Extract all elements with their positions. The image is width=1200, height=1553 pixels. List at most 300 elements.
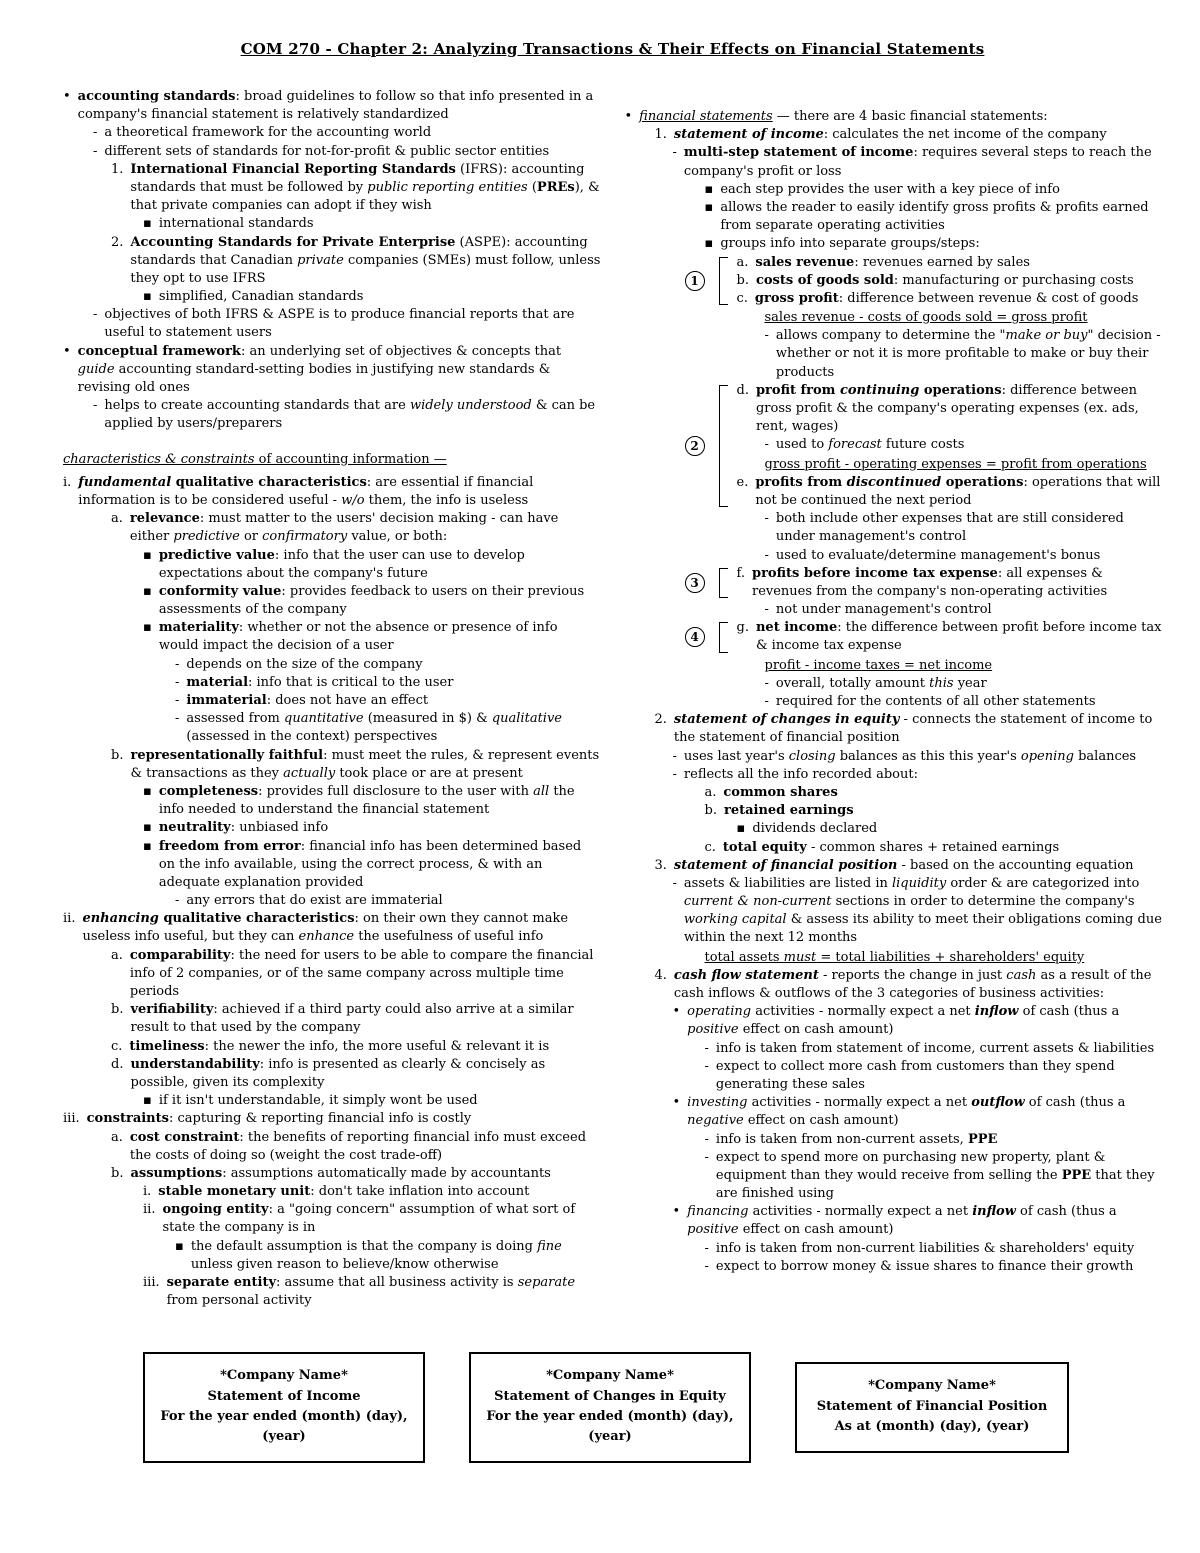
text-segment: private: [297, 252, 344, 268]
text-segment: as a result of the cash inflows & outflows of the 3 categories of business activities:: [673, 967, 1152, 1001]
list-marker: c.: [111, 1038, 123, 1054]
text-segment: & assess its ability to meet their obligations coming due within the next 12 months: [683, 912, 1162, 946]
line-text: [104, 124, 600, 142]
note-line: [111, 747, 601, 783]
text-segment: : provides full disclosure to the user with: [258, 783, 534, 799]
line-text: [159, 583, 601, 619]
text-segment: multi-step statement of income: [683, 145, 914, 161]
text-segment: required for the contents of all other statements: [775, 694, 1096, 709]
note-line: [737, 290, 1163, 308]
note-line: [143, 215, 601, 233]
list-marker: •: [672, 1095, 681, 1111]
line-text: [104, 397, 600, 433]
text-segment: objectives of both IFRS & ASPE is to produce financial reports that are useful to statement users: [104, 307, 575, 341]
line-text: [687, 1094, 1162, 1130]
text-segment: : assumptions automatically made by accountants: [222, 1165, 551, 1181]
text-segment: companies (SMEs) must follow, unless they opt to use IFRS: [130, 252, 601, 286]
text-segment: (assessed in the context) perspectives: [186, 729, 438, 745]
note-line: [111, 161, 601, 216]
group-bracket: [719, 622, 728, 652]
columns: [63, 88, 1162, 1310]
formula-line: [765, 657, 1163, 675]
text-segment: overall, totally amount: [775, 675, 930, 691]
text-segment: fundamental: [78, 474, 176, 490]
text-segment: financial statements: [639, 109, 773, 124]
text-segment: confirmatory: [262, 529, 348, 545]
text-segment: dividends declared: [752, 821, 878, 837]
line-text: [724, 802, 1162, 820]
note-line: [673, 1094, 1163, 1130]
text-segment: positive: [687, 1222, 739, 1238]
text-segment: if it isn't understandable, it simply wont be used: [158, 1093, 478, 1109]
text-segment: discontinued: [846, 474, 942, 490]
text-segment: : assume that all business activity is: [276, 1275, 518, 1290]
text-segment: balances: [1073, 748, 1137, 764]
income-step-group-3: [625, 565, 1163, 601]
text-segment: : financial info has been determined based on the info available, using the correct process, & with an adequate explanation provided: [158, 838, 582, 890]
list-marker: a.: [111, 1129, 123, 1145]
text-segment: sales revenue - costs of goods sold = gross profit: [764, 310, 1088, 326]
text-segment: neutrality: [158, 820, 231, 836]
text-segment: w/o: [341, 492, 365, 508]
text-segment: assumptions: [130, 1165, 223, 1181]
text-segment: not under management's control: [775, 602, 992, 618]
note-line: [625, 108, 1163, 126]
text-segment: all: [533, 783, 550, 799]
text-segment: stable monetary unit: [158, 1184, 311, 1200]
line-text: [776, 547, 1162, 565]
text-segment: sections in order to determine the company's: [831, 894, 1135, 910]
list-marker: -: [175, 656, 180, 672]
note-line: [705, 199, 1163, 235]
text-segment: groups info into separate groups/steps:: [720, 236, 980, 252]
note-line: [737, 272, 1163, 290]
box-line: For the year ended (month) (day), (year): [486, 1408, 734, 1444]
line-text: [756, 272, 1162, 290]
text-segment: negative: [687, 1113, 744, 1129]
box-line: For the year ended (month) (day), (year): [160, 1408, 408, 1444]
line-text: [159, 1092, 601, 1110]
text-segment: cash flow statement: [673, 967, 819, 983]
note-line: [111, 510, 601, 546]
text-segment: (IFRS): accounting standards that must be followed by: [130, 161, 585, 195]
note-line: [737, 382, 1163, 437]
statement-box-changes-in-equity: [469, 1352, 751, 1463]
text-segment: material: [186, 674, 249, 690]
text-segment: the default assumption is that the company is doing: [190, 1238, 538, 1254]
line-text: [752, 565, 1162, 601]
circled-number-1: 1: [685, 271, 705, 291]
list-marker: -: [704, 1149, 709, 1165]
list-marker: d.: [736, 382, 749, 398]
box-line: Statement of Changes in Equity: [494, 1388, 726, 1404]
text-segment: : don't take inflation into account: [310, 1184, 530, 1200]
text-segment: cash: [1006, 967, 1037, 983]
text-segment: financing: [687, 1204, 749, 1220]
line-text: [104, 306, 600, 342]
line-text: [130, 1001, 600, 1037]
line-text: [104, 143, 600, 161]
list-marker: ▪: [704, 181, 714, 197]
text-segment: - connects the statement of income to the statement of financial position: [673, 712, 1153, 746]
list-marker: 2.: [111, 234, 124, 250]
text-segment: : does not have an effect: [266, 693, 429, 708]
statement-box-income: [143, 1352, 425, 1463]
list-marker: -: [764, 547, 769, 563]
text-segment: : info is presented as clearly & concisely as possible, given its complexity: [130, 1056, 546, 1090]
list-marker: -: [764, 437, 769, 453]
text-segment: qualitative characteristics: [163, 911, 355, 927]
list-marker: g.: [736, 620, 749, 636]
list-marker: •: [63, 343, 71, 359]
text-segment: : the difference between profit before income tax & income tax expense: [755, 620, 1162, 654]
formula-line: [705, 949, 1163, 967]
text-segment: different sets of standards for not-for-profit & public sector entities: [104, 143, 550, 159]
income-step-group-4: [625, 619, 1163, 655]
line-text: [78, 474, 600, 510]
note-line: [175, 656, 601, 674]
line-text: [723, 784, 1162, 802]
note-line: [705, 784, 1163, 802]
line-text: [162, 1201, 600, 1237]
note-line: [673, 875, 1163, 948]
list-marker: -: [175, 674, 180, 690]
text-segment: profits from: [755, 474, 847, 490]
text-segment: used to: [775, 437, 829, 453]
text-segment: total assets: [704, 949, 784, 965]
text-segment: : broad guidelines to follow so that info presented in a company's financial statement is relatively standardized: [77, 89, 594, 123]
note-line: [175, 1238, 601, 1274]
note-line: [655, 857, 1163, 875]
list-marker: -: [175, 893, 180, 909]
text-segment: a theoretical framework for the accounting world: [104, 125, 432, 141]
text-segment: total equity: [722, 839, 807, 855]
list-marker: b.: [111, 747, 124, 763]
text-segment: separate: [517, 1275, 576, 1290]
note-line: [765, 436, 1163, 454]
note-line: [705, 1149, 1163, 1204]
line-text: [687, 1003, 1162, 1039]
text-segment: — there are 4 basic financial statements:: [772, 109, 1048, 124]
note-line: [673, 748, 1163, 766]
note-line: [143, 1274, 601, 1310]
text-segment: net income: [755, 620, 838, 636]
text-segment: actually: [283, 765, 336, 781]
text-segment: : capturing & reporting financial info is costly: [168, 1111, 472, 1127]
note-line: [705, 1058, 1163, 1094]
section-heading: [63, 451, 601, 469]
text-segment: current & non-current: [683, 894, 832, 910]
text-segment: : the need for users to be able to compare the financial info of 2 companies, or of the same company across multiple time periods: [129, 947, 594, 999]
text-segment: : provides feedback to users on their previous assessments of the company: [158, 583, 585, 618]
list-marker: -: [704, 1040, 709, 1056]
text-segment: characteristics & constraints: [63, 451, 255, 467]
list-marker: -: [764, 694, 769, 709]
list-marker: 3.: [654, 857, 667, 873]
line-text: [130, 1129, 601, 1165]
note-line: [93, 143, 601, 161]
text-segment: : difference between revenue & cost of goods: [838, 290, 1139, 306]
note-line: [111, 1038, 601, 1056]
text-segment: qualitative: [491, 711, 562, 727]
note-line: [143, 1201, 601, 1237]
text-segment: (: [527, 179, 537, 195]
text-segment: sales revenue: [755, 254, 855, 270]
text-segment: predictive value: [158, 547, 275, 563]
text-segment: costs of goods sold: [755, 272, 894, 288]
box-line: Statement of Financial Position: [816, 1398, 1048, 1414]
list-marker: ▪: [704, 236, 714, 252]
formula-line: [765, 456, 1163, 474]
text-segment: activities - normally expect a net: [748, 1204, 973, 1220]
list-marker: 4.: [654, 967, 667, 983]
text-segment: closing: [788, 748, 836, 764]
text-segment: activities - normally expect a net: [751, 1004, 975, 1020]
text-segment: (ASPE): accounting standards that Canadian: [130, 234, 588, 268]
text-segment: gross profit - operating expenses = profit from operations: [764, 456, 1147, 472]
note-line: [63, 910, 601, 946]
text-segment: the info needed to understand the financial statement: [158, 783, 575, 818]
note-line: [737, 474, 1163, 510]
line-text: [684, 766, 1162, 784]
line-text: [159, 838, 601, 893]
box-line: Statement of Income: [207, 1388, 361, 1404]
text-segment: : calculates the net income of the company: [823, 127, 1107, 143]
statement-boxes: [143, 1352, 1162, 1463]
line-text: [639, 108, 1162, 126]
text-segment: year: [953, 675, 987, 691]
text-segment: : operations that will not be continued the next period: [755, 474, 1161, 508]
text-segment: understandability: [130, 1056, 260, 1072]
text-segment: from personal activity: [166, 1293, 312, 1309]
list-marker: ▪: [143, 216, 152, 232]
list-marker: d.: [111, 1056, 124, 1072]
note-line: [143, 819, 601, 837]
line-text: [716, 1058, 1162, 1094]
line-text: [674, 126, 1162, 144]
line-text: [159, 783, 601, 819]
note-line: [673, 766, 1163, 784]
line-text: [684, 875, 1162, 948]
list-marker: c.: [736, 290, 748, 306]
list-marker: c.: [704, 839, 716, 855]
text-segment: verifiability: [130, 1002, 214, 1018]
text-segment: International Financial Reporting Standards: [130, 161, 456, 177]
text-segment: : must meet the rules, & represent events & transactions as they: [130, 747, 600, 781]
page-title: COM 270 - Chapter 2: Analyzing Transactions & Their Effects on Financial Statements: [240, 40, 985, 58]
text-segment: activities - normally expect a net: [747, 1095, 972, 1111]
note-line: [143, 288, 601, 306]
line-text: [78, 88, 601, 124]
circled-number-4: 4: [685, 627, 705, 647]
text-segment: positive: [687, 1022, 739, 1038]
note-line: [93, 397, 601, 433]
line-text: [130, 234, 600, 289]
line-text: [78, 343, 601, 398]
text-segment: : info that is critical to the user: [248, 674, 454, 690]
text-segment: international standards: [158, 216, 314, 232]
text-segment: make or buy: [1005, 328, 1088, 344]
note-line: [705, 1040, 1163, 1058]
list-marker: ▪: [143, 783, 152, 799]
line-text: [687, 1203, 1162, 1239]
text-segment: must: [783, 949, 817, 965]
line-text: [716, 1240, 1162, 1258]
list-marker: -: [704, 1240, 709, 1256]
list-marker: -: [764, 675, 769, 691]
note-line: [111, 1001, 601, 1037]
line-text: [186, 656, 600, 674]
line-text: [158, 1183, 600, 1201]
text-segment: : on their own they cannot make useless info useful, but they can: [82, 911, 569, 945]
text-segment: info is taken from non-current assets,: [715, 1131, 968, 1147]
text-segment: each step provides the user with a key piece of info: [720, 181, 1060, 197]
text-segment: operating: [687, 1004, 752, 1020]
line-text: [191, 1238, 601, 1274]
line-text: [159, 819, 601, 837]
line-text: [716, 1040, 1162, 1058]
list-marker: •: [624, 109, 633, 124]
text-segment: allows the reader to easily identify gross profits & profits earned from separate operating activities: [720, 199, 1149, 234]
note-line: [63, 474, 601, 510]
line-text: [756, 382, 1162, 437]
box-line: *Company Name*: [868, 1378, 996, 1394]
line-text: [87, 1110, 601, 1128]
text-segment: enhance: [298, 929, 355, 945]
note-line: [705, 1131, 1163, 1149]
line-text: [130, 1056, 600, 1092]
list-marker: b.: [111, 1002, 124, 1018]
text-segment: : all expenses & revenues from the company's non-operating activities: [751, 565, 1108, 599]
text-segment: of cash (thus a: [1015, 1204, 1117, 1220]
note-line: [765, 510, 1163, 546]
line-text: [716, 1131, 1162, 1149]
note-line: [143, 583, 601, 619]
text-segment: : requires several steps to reach the company's profit or loss: [683, 145, 1152, 179]
line-text: [720, 235, 1162, 253]
note-line: [175, 674, 601, 692]
text-segment: : revenues earned by sales: [854, 254, 1030, 270]
line-text: [716, 1258, 1162, 1276]
text-segment: unless given reason to believe/know otherwise: [190, 1256, 499, 1272]
text-segment: of cash (thus a: [1024, 1095, 1126, 1111]
list-marker: •: [672, 1004, 681, 1020]
note-line: [63, 343, 601, 398]
text-segment: that they are finished using: [715, 1167, 1155, 1202]
text-segment: (measured in $) &: [363, 711, 492, 727]
line-text: [765, 657, 1163, 675]
text-segment: effect on cash amount): [743, 1113, 899, 1129]
text-segment: enhancing: [82, 911, 164, 927]
list-marker: -: [93, 125, 98, 141]
list-marker: -: [93, 143, 98, 159]
list-marker: a.: [111, 947, 123, 963]
line-text: [720, 181, 1162, 199]
text-segment: inflow: [974, 1004, 1019, 1020]
text-segment: statement of income: [673, 127, 824, 143]
list-marker: 2.: [654, 712, 667, 728]
text-segment: any errors that do exist are immaterial: [186, 893, 443, 909]
left-column: [63, 88, 601, 1310]
text-segment: info is taken from non-current liabilities & shareholders' equity: [715, 1240, 1135, 1256]
text-segment: allows company to determine the ": [775, 328, 1006, 344]
text-segment: liquidity: [891, 875, 947, 891]
text-segment: forecast: [828, 437, 882, 453]
group-bracket: [719, 385, 728, 507]
note-line: [705, 181, 1163, 199]
line-text: [705, 949, 1163, 967]
list-marker: •: [63, 89, 71, 104]
list-marker: ii.: [143, 1202, 156, 1218]
text-segment: balances as this this year's: [835, 748, 1021, 764]
text-segment: accounting standards: [77, 89, 236, 104]
list-marker: b.: [111, 1165, 124, 1181]
text-segment: cost constraint: [129, 1129, 240, 1145]
note-line: [765, 327, 1163, 382]
list-marker: 1.: [111, 161, 124, 177]
text-segment: working capital: [683, 912, 787, 928]
note-line: [655, 126, 1163, 144]
text-segment: opening: [1020, 748, 1074, 764]
statement-box-financial-position: [795, 1362, 1069, 1452]
text-segment: : the newer the info, the more useful & relevant it is: [204, 1038, 550, 1054]
list-marker: ii.: [63, 911, 76, 927]
text-segment: depends on the size of the company: [186, 656, 423, 672]
text-segment: timeliness: [129, 1038, 205, 1054]
text-segment: effect on cash amount): [738, 1022, 894, 1038]
list-marker: f.: [736, 565, 745, 581]
text-segment: expect to spend more on purchasing new property, plant & equipment than they would receive from selling the: [715, 1149, 1106, 1183]
line-text: [755, 474, 1162, 510]
text-segment: reflects all the info recorded about:: [683, 766, 918, 782]
line-text: [186, 692, 600, 710]
note-line: [111, 1165, 601, 1183]
text-segment: : must matter to the users' decision making - can have either: [129, 511, 559, 545]
right-column: [625, 88, 1163, 1276]
note-line: [765, 693, 1163, 711]
list-marker: ▪: [704, 199, 714, 215]
text-segment: expect to borrow money & issue shares to finance their growth: [715, 1258, 1134, 1274]
text-segment: the usefulness of useful info: [354, 929, 544, 945]
note-line: [655, 711, 1163, 747]
list-marker: a.: [704, 784, 717, 800]
text-segment: them, the info is useless: [364, 492, 529, 508]
list-marker: ▪: [143, 620, 152, 636]
list-marker: ▪: [143, 583, 152, 599]
list-marker: ▪: [736, 821, 746, 837]
list-marker: -: [175, 693, 180, 708]
note-line: [737, 820, 1163, 838]
group-bracket: [719, 257, 728, 306]
note-line: [705, 235, 1163, 253]
text-segment: uses last year's: [683, 748, 789, 764]
text-segment: statement of financial position: [673, 857, 898, 873]
list-marker: ▪: [143, 1093, 152, 1109]
line-text: [130, 161, 600, 216]
list-marker: •: [672, 1204, 681, 1220]
text-segment: assessed from: [186, 711, 284, 727]
text-segment: freedom from error: [158, 838, 301, 854]
line-text: [776, 436, 1162, 454]
text-segment: retained earnings: [723, 803, 854, 819]
text-segment: materiality: [158, 620, 239, 636]
list-marker: i.: [143, 1184, 152, 1200]
line-text: [674, 711, 1162, 747]
text-segment: profits before income tax expense: [751, 565, 998, 581]
line-text: [167, 1274, 601, 1310]
box-line: As at (month) (day), (year): [834, 1418, 1030, 1434]
text-segment: value, or both:: [347, 529, 448, 545]
